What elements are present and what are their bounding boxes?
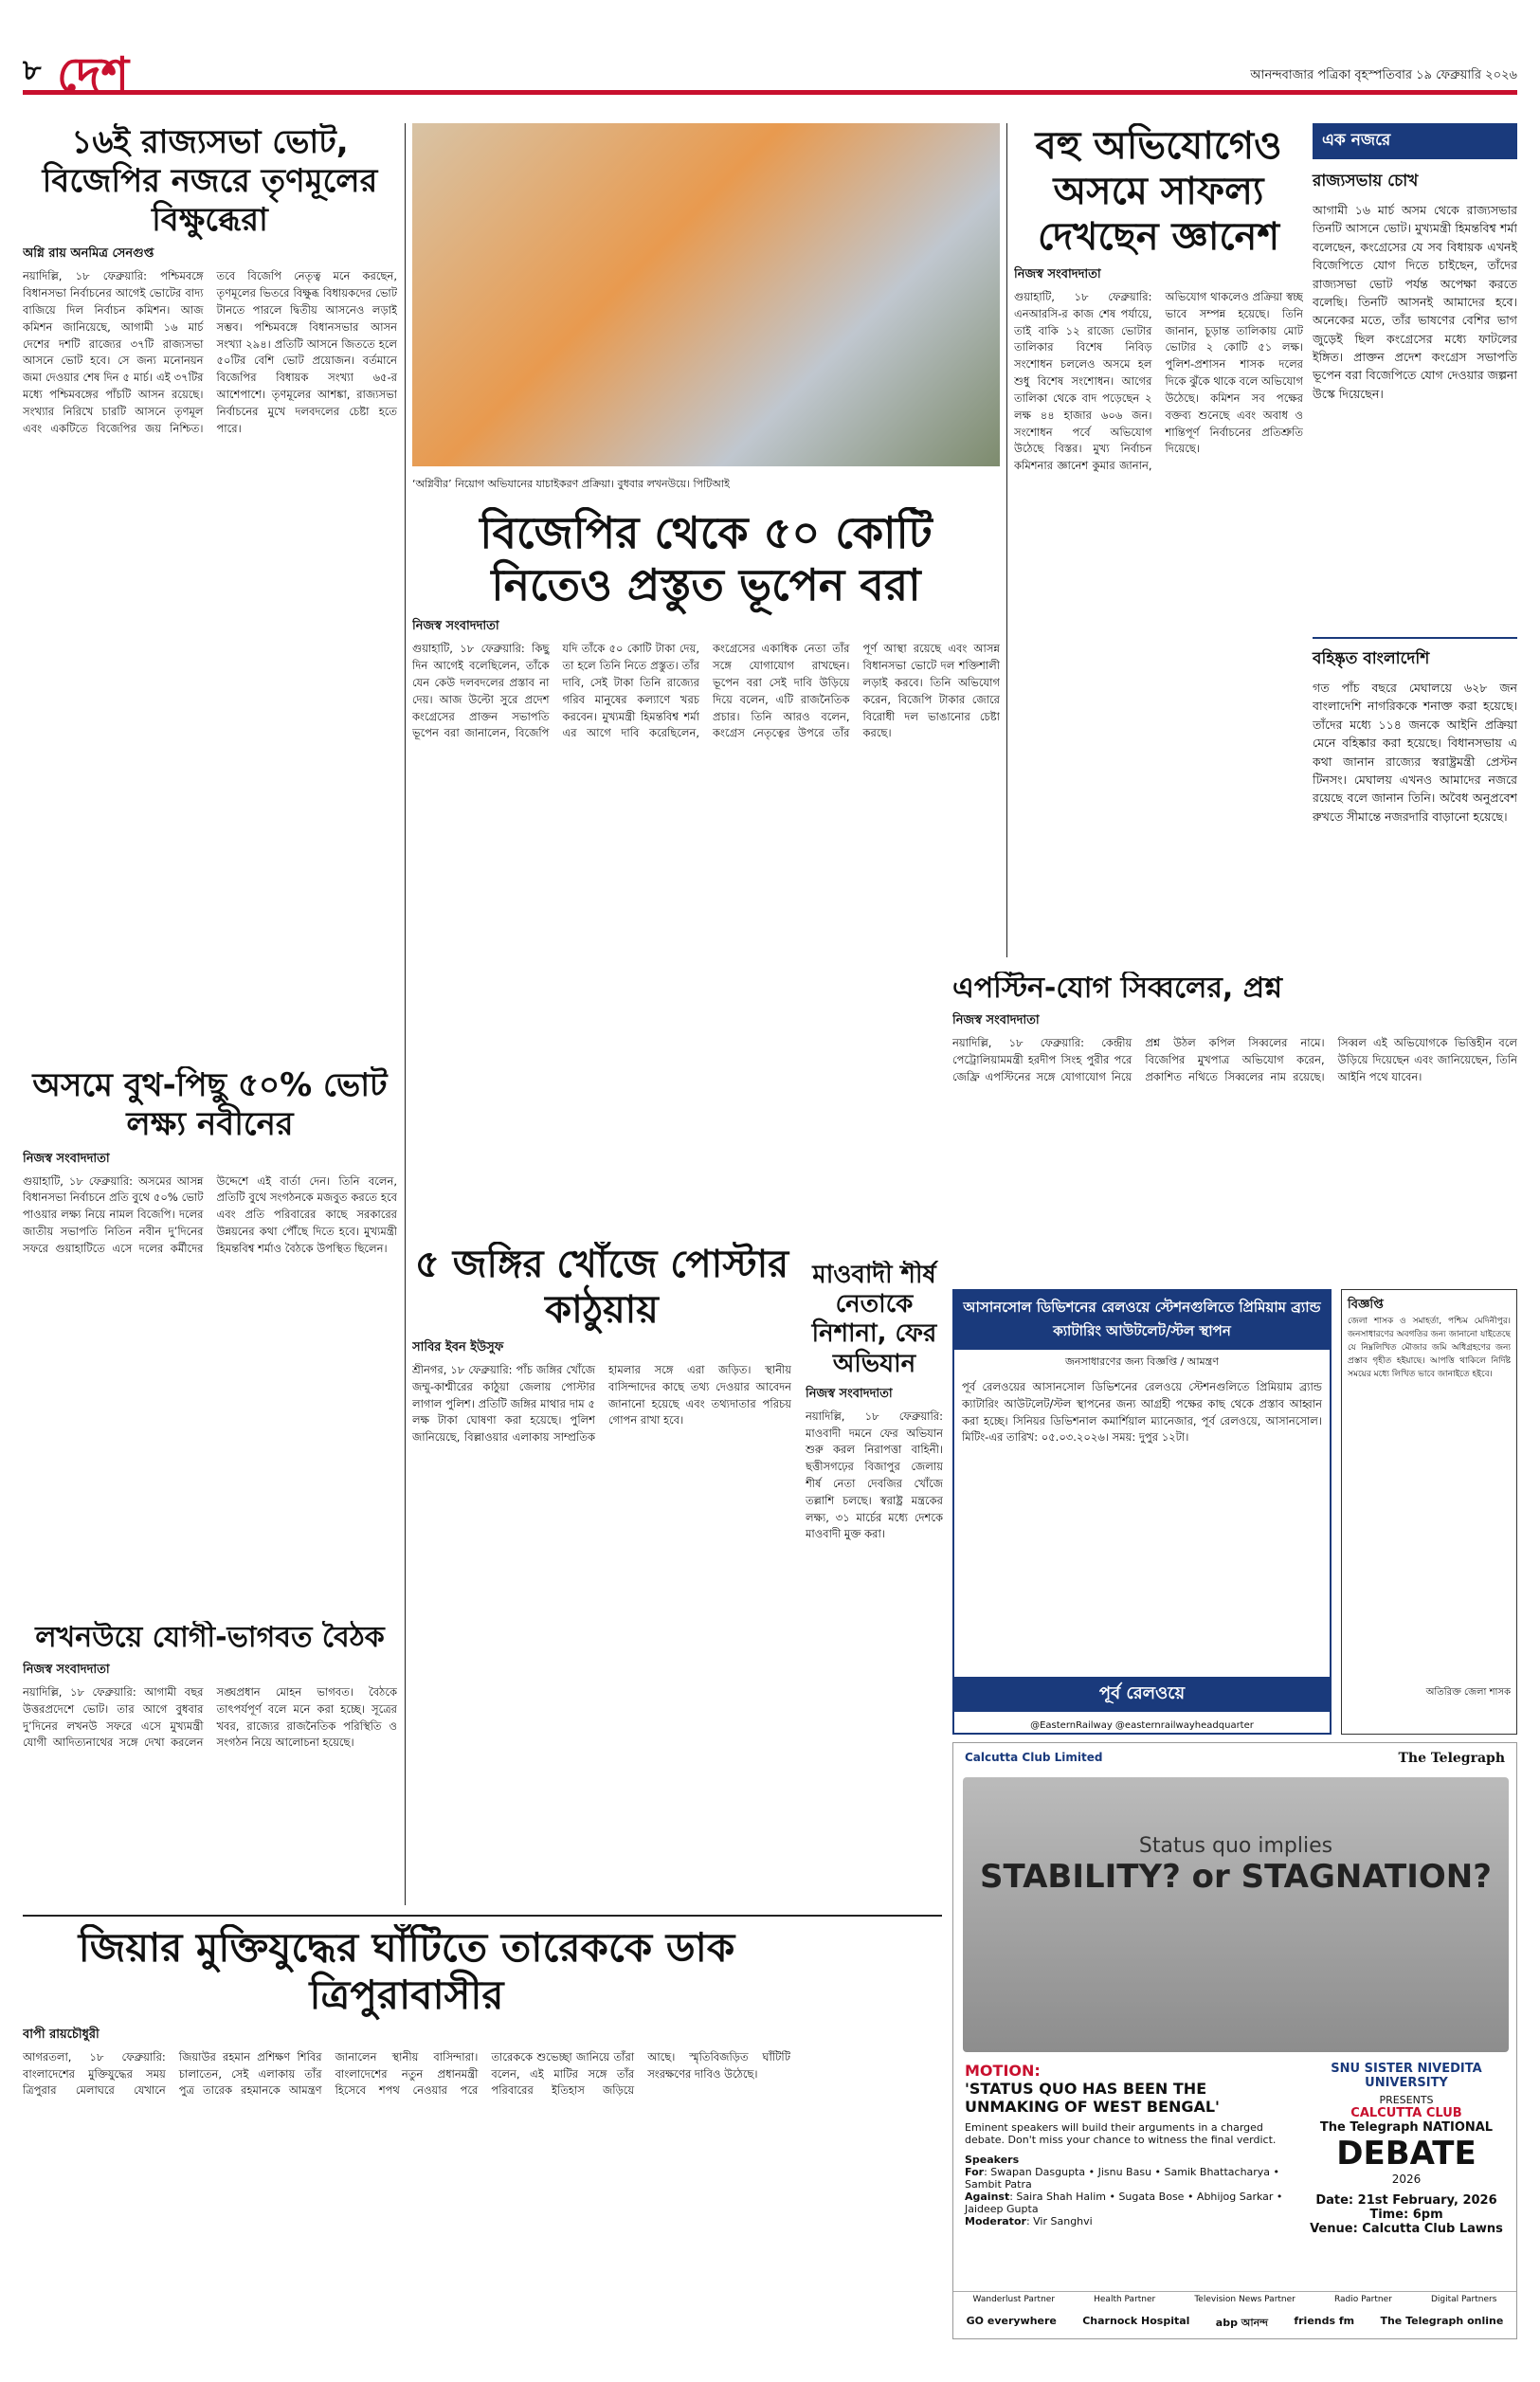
notice-ad (1341, 1289, 1517, 1735)
article-body: নয়াদিল্লি, ১৮ ফেব্রুয়ারি: পশ্চিমবঙ্গে বিধানসভা নির্বাচনের আগেই ভোটের বাদ্য বাজিয়ে দিল নির্বাচন কমিশন। আজ কমিশন জানিয়েছে, আগামী ১৬ মার্চ দেশের দশটি রাজ্যের ৩৭টি রাজ্যসভা আসনে ভোট হবে। সে জন্য মনোনয়ন জমা দেওয়ার শেষ দিন ৫ মার্চ। এই ৩৭টির মধ্যে পশ্চিমবঙ্গের পাঁচটি আসন রয়েছে। সংখ্যার নিরিখে চারটি আসনে তৃণমূল এবং একটিতে বিজেপির জয় নিশ্চিত। তবে বিজেপি নেতৃত্ব মনে করছেন, তৃণমূলের ভিতরে বিক্ষুব্ধ বিধায়কদের ভোট টানতে পারলে দ্বিতীয় আসনেও লড়াই সম্ভব। পশ্চিমবঙ্গে বিধানসভার আসন সংখ্যা ২৯৪। প্রতিটি আসনে জিততে হলে ৫০টির বেশি ভোট প্রয়োজন। বর্তমানে বিজেপির বিধায়ক সংখ্যা ৬৫-র আশেপাশে। তৃণমূলের আশঙ্কা, রাজ্যসভা নির্বাচনের মুখে দলবদলের চেষ্টা হতে পারে। (23, 269, 397, 435)
partner-label: Health Partner (1094, 2295, 1156, 2304)
section-logo: দেশ (57, 46, 130, 102)
photo-caption: ‘অগ্নিবীর’ নিয়োগ অভিযানের যাচাইকরণ প্রক্রিয়া। বুধবার লখনউয়ে। পিটিআই (412, 478, 730, 490)
partner-label: Wanderlust Partner (972, 2295, 1056, 2304)
column-rule (1006, 123, 1007, 957)
ad-subtitle: জনসাধারণের জন্য বিজ্ঞপ্তি / আমন্ত্রণ (1065, 1355, 1219, 1368)
moderator-label: Moderator (965, 2215, 1026, 2227)
for-speakers: Swapan Dasgupta • Jisnu Basu • Samik Bhattacharya • Sambit Patra (965, 2166, 1280, 2191)
article-body: নয়াদিল্লি, ১৮ ফেব্রুয়ারি: কেন্দ্রীয় পেট্রোলিয়ামমন্ত্রী হরদীপ সিংহ পুরীর পরে জেফ্রি এপস্টিনের সঙ্গে যোগাযোগ নিয়ে প্রশ্ন উঠল কপিল সিব্বলের নামে। বিজেপির মুখপাত্র অভিযোগ করেন, প্রকাশিত নথিতে সিব্বলের নাম রয়েছে। সিব্বল এই অভিযোগকে ভিত্তিহীন বলে উড়িয়ে দিয়েছেন এবং জানিয়েছেন, তিনি আইনি পথে যাবেন। (952, 1036, 1517, 1083)
motion-desc: Eminent speakers will build their arguments in a charged debate. Don't miss your chance to witness the final verdict. (965, 2121, 1277, 2146)
ad-footer: পূর্ব রেলওয়ে (954, 1677, 1330, 1712)
moderator: Vir Sanghvi (1033, 2215, 1093, 2227)
debate-ad: Calcutta Club Limited The Telegraph Status quo implies STABILITY? or STAGNATION? MOTION: 'STATUS QUO HAS BEEN THE UNMAKING OF WEST BENGAL' Eminent speakers will build their arguments in a charged debate. Don't miss your chance to witness the final verdict. Speakers For: Swapan Dasgupta • Jisnu Basu • Samik Bhattacharya • Sambit Patra Against: Saira Shah Halim • Sugata Bose • Abhijog Sarkar • Jaideep Gupta Moderator: Vir Sanghvi SNU SISTER NIVEDITA UNIVERSITY PRESENTS CALCUTTA CLUB The Telegraph NATIONAL DEBATE 2026 Date: 21st February, 2026 Time: 6pm Venue: Calcutta Club Lawns Wanderlust Partner Health Partner Television News Partner Radio Partner Digital Partners GO everywhere Charnock Hospital abp আনন্দ friends fm The Telegraph online (952, 1742, 1517, 2339)
article-body: নয়াদিল্লি, ১৮ ফেব্রুয়ারি: আগামী বছর উত্তরপ্রদেশে ভোট। তার আগে বুধবার দু’দিনের লখনউ সফরে এসে মুখ্যমন্ত্রী যোগী আদিত্যনাথের সঙ্গে দেখা করলেন সঙ্ঘপ্রধান মোহন ভাগবত। বৈঠকে তাৎপর্যপূর্ণ বলে মনে করা হচ্ছে। সূত্রের খবর, রাজ্যের রাজনৈতিক পরিস্থিতি ও সংগঠন নিয়ে আলোচনা হয়েছে। (23, 1685, 397, 1750)
sponsor: SNU SISTER NIVEDITA UNIVERSITY (1331, 2062, 1482, 2090)
publication-line: আনন্দবাজার পত্রিকা বৃহস্পতিবার ১৯ ফেব্রুয়ারি ২০২৬ (1250, 68, 1517, 82)
partner-logo: abp আনন্দ (1215, 2317, 1269, 2329)
section-rule (23, 1915, 942, 1917)
headline: ৫ জঙ্গির খোঁজে পোস্টার কাঠুয়ায় (414, 1243, 789, 1332)
article-body: শ্রীনগর, ১৮ ফেব্রুয়ারি: পাঁচ জঙ্গির খোঁজে জম্মু-কাশ্মীরের কাঠুয়া জেলায় পোস্টার লাগাল পুলিশ। প্রতিটি জঙ্গির মাথার দাম ৫ লক্ষ টাকা ঘোষণা করা হয়েছে। পুলিশ জানিয়েছে, বিল্লাওয়ার এলাকায় সাম্প্রতিক হামলার সঙ্গে এরা জড়িত। স্থানীয় বাসিন্দাদের কাছে তথ্য দেওয়ার আবেদন জানানো হয়েছে এবং তথ্যদাতার পরিচয় গোপন রাখা হবে। (412, 1363, 791, 1445)
notice-body: জেলা শাসক ও সমাহর্তা, পশ্চিম মেদিনীপুর। জনসাধারণের অবগতির জন্য জানানো যাইতেছে যে নিম্নলিখিত মৌজার জমি অধিগ্রহণের জন্য প্রস্তাব গৃহীত হইয়াছে। আপত্তি থাকিলে নির্দিষ্ট সময়ের মধ্যে লিখিত ভাবে জানাইতে হইবে। (1348, 1317, 1511, 1379)
partner-logo: The Telegraph online (1380, 2315, 1504, 2327)
partner-logo: Charnock Hospital (1082, 2315, 1190, 2327)
org-calcutta-club: Calcutta Club Limited (965, 1751, 1103, 1764)
railway-ad (952, 1289, 1332, 1735)
article-kathua (412, 1242, 791, 1905)
article-nabin (23, 1066, 397, 1607)
article-epstein (952, 972, 1517, 1275)
notice-sign: অতিরিক্ত জেলা শাসক (1425, 1687, 1511, 1698)
date: Date: 21st February, 2026 (1315, 2193, 1497, 2208)
byline: অগ্নি রায় অনমিত্র সেনগুপ্ত (23, 246, 154, 262)
article-body: গুয়াহাটি, ১৮ ফেব্রুয়ারি: কিছু দিন আগেই বলেছিলেন, তাঁকে যেন কেউ দলবদলের প্রস্তাব না দেয়। আজ উল্টো সুরে প্রদেশ কংগ্রেসের প্রাক্তন সভাপতি ভূপেন বরা জানালেন, বিজেপি যদি তাঁকে ৫০ কোটি টাকা দেয়, তা হলে তিনি নিতে প্রস্তুত। তাঁর দাবি, সেই টাকা তিনি রাজ্যের গরিব মানুষের কল্যাণে খরচ করবেন। মুখ্যমন্ত্রী হিমন্তবিশ্ব শর্মা এর আগে দাবি করেছিলেন, কংগ্রেসের একাধিক নেতা তাঁর সঙ্গে যোগাযোগ রাখছেন। ভূপেন বরা সেই দাবি উড়িয়ে দিয়ে বলেন, এটি রাজনৈতিক প্রচার। তিনি আরও বলেন, কংগ্রেস নেতৃত্বের উপরে তাঁর পূর্ণ আস্থা রয়েছে এবং আসন্ন বিধানসভা ভোটে দল শক্তিশালী লড়াই করবে। তিনি অভিযোগ করেন, বিজেপি টাকার জোরে বিরোধী দল ভাঙানোর চেষ্টা করছে। (412, 642, 1000, 740)
agniveer-photo (412, 123, 1000, 466)
year: 2026 (1391, 2173, 1422, 2186)
stone-line-2: STABILITY? or STAGNATION? (980, 1858, 1492, 1896)
partner-logo: GO everywhere (966, 2315, 1057, 2327)
article-body: আগরতলা, ১৮ ফেব্রুয়ারি: বাংলাদেশের মুক্তিযুদ্ধের সময় ত্রিপুরার মেলাঘরে যেখানে জিয়াউর রহমান প্রশিক্ষণ শিবির চালাতেন, সেই এলাকায় তাঁর পুত্র তারেক রহমানকে আমন্ত্রণ জানালেন স্থানীয় বাসিন্দারা। বাংলাদেশের নতুন প্রধানমন্ত্রী হিসেবে শপথ নেওয়ার পরে তারেককে শুভেচ্ছা জানিয়ে তাঁরা বলেন, এই মাটির সঙ্গে তাঁর পরিবারের ইতিহাস জড়িয়ে আছে। স্মৃতিবিজড়িত ঘাঁটিটি সংরক্ষণের দাবিও উঠেছে। (23, 2049, 790, 2098)
sidebar-item-body: গত পাঁচ বছরে মেঘালয়ে ৬২৮ জন বাংলাদেশি নাগরিককে শনাক্ত করা হয়েছে। তাঁদের মধ্যে ১১৪ জনকে আইনি প্রক্রিয়া মেনে বহিষ্কার করা হয়েছে। বিধানসভায় এ কথা জানান রাজ্যের স্বরাষ্ট্রমন্ত্রী প্রেস্টন টিনসং। মেঘালয় এখনও আমাদের নজরে রয়েছে বলে জানান তিনি। অবৈধ অনুপ্রবেশ রুখতে সীমান্তে নজরদারি বাড়ানো হয়েছে। (1313, 681, 1517, 824)
stone-line-1: Status quo implies (1138, 1834, 1333, 1858)
byline: নিজস্ব সংবাদদাতা (1014, 267, 1101, 282)
title-2: The Telegraph NATIONAL (1319, 2120, 1494, 2135)
title-3: DEBATE (1336, 2135, 1477, 2173)
byline: বাপী রায়চৌধুরী (23, 2027, 100, 2042)
for-label: For (965, 2166, 985, 2178)
venue: Venue: Calcutta Club Lawns (1310, 2222, 1503, 2236)
headline: এপস্টিন-যোগ সিব্বলের, প্রশ্ন (952, 972, 1282, 1005)
partner-label: Radio Partner (1333, 2295, 1392, 2304)
photo-block (412, 123, 1000, 493)
column-rule (405, 123, 406, 1905)
partner-logo: friends fm (1294, 2315, 1355, 2327)
byline: নিজস্ব সংবাদদাতা (412, 619, 499, 634)
time: Time: 6pm (1369, 2208, 1443, 2222)
page-number: ৮ (23, 54, 42, 87)
article-gyanesh (1014, 123, 1303, 957)
article-yogi-bhagwat (23, 1621, 397, 1905)
sidebar-item-title: বহিষ্কৃত বাংলাদেশি (1313, 637, 1517, 673)
article-body: গুয়াহাটি, ১৮ ফেব্রুয়ারি: এনআরসি-র কাজ শেষ পর্যায়ে, তাই বাকি ১২ রাজ্যে ভোটার তালিকার বিশেষ নিবিড় সংশোধন চললেও অসমে হল শুধু বিশেষ সংশোধন। আগের তালিকা থেকে বাদ পড়েছেন ২ লক্ষ ৪৪ হাজার ৬০৬ জন। সংশোধন পর্বে অভিযোগ উঠেছে বিস্তর। মুখ্য নির্বাচন কমিশনার জ্ঞানেশ কুমার জানান, অভিযোগ থাকলেও প্রক্রিয়া স্বচ্ছ ভাবে সম্পন্ন হয়েছে। তিনি জানান, চূড়ান্ত তালিকায় মোট ভোটার ২ কোটি ৫১ লক্ষ। পুলিশ-প্রশাসন শাসক দলের দিকে ঝুঁকে থাকে বলে অভিযোগ উঠেছে। কমিশন সব পক্ষের বক্তব্য শুনেছে এবং অবাধ ও শান্তিপূর্ণ নির্বাচনের প্রতিশ্রুতি দিয়েছে। (1014, 290, 1303, 473)
ad-title: আসানসোল ডিভিশনের রেলওয়ে স্টেশনগুলিতে প্রিমিয়াম ব্র্যান্ড ক্যাটারিং আউটলেট/স্টল স্থাপন (954, 1291, 1330, 1350)
stone-graphic (963, 1777, 1509, 2052)
sidebar-item-body: আগামী ১৬ মার্চ অসম থেকে রাজ্যসভার তিনটি আসনে ভোট। মুখ্যমন্ত্রী হিমন্তবিশ্ব শর্মা বলেছেন, কংগ্রেসের যে সব বিধায়ক এখনই বিজেপিতে যোগ দিতে চাইছেন, তাঁদের রাজ্যসভা ভোট পর্যন্ত অপেক্ষা করতে বলেছি। তিনটি আসনই আমাদের হবে। অনেকের মতে, তাঁর ভাষণের বেশির ভাগ জুড়েই ছিল কংগ্রেসের মধ্যে ফাটলের ইঙ্গিত। প্রাক্তন প্রদেশ কংগ্রেস সভাপতি ভূপেন বরা বিজেপিতে যোগ দেওয়ার জল্পনা উস্কে দিয়েছেন। (1313, 203, 1517, 401)
ad-body: পূর্ব রেলওয়ের আসানসোল ডিভিশনের রেলওয়ে স্টেশনগুলিতে প্রিমিয়াম ব্র্যান্ড ক্যাটারিং আউটলেট/স্টল স্থাপনের জন্য আগ্রহী পক্ষের কাছ থেকে প্রস্তাব আহ্বান করা হচ্ছে। সিনিয়র ডিভিশনাল কমার্শিয়াল ম্যানেজার, পূর্ব রেলওয়ে, আসানসোল। মিটিং-এর তারিখ: ০৫.০৩.২০২৬। সময়: দুপুর ১২টা। (962, 1380, 1322, 1445)
title-1: CALCUTTA CLUB (1350, 2106, 1462, 2120)
article-maoist (806, 1261, 943, 2351)
article-rajyasabha (23, 123, 397, 1052)
presents: PRESENTS (1379, 2094, 1434, 2106)
headline: ১৬ই রাজ্যসভা ভোট, বিজেপির নজরে তৃণমূলের বিক্ষুব্ধেরা (42, 123, 378, 239)
headline: বিজেপির থেকে ৫০ কোটি নিতেও প্রস্তুত ভূপেন বরা (480, 507, 933, 611)
sidebar-tag: এক নজরে (1313, 123, 1517, 159)
article-body: গুয়াহাটি, ১৮ ফেব্রুয়ারি: অসমের আসন্ন বিধানসভা নির্বাচনে প্রতি বুথে ৫০% ভোট পাওয়ার লক্ষ্য নিয়ে নামল বিজেপি। দলের জাতীয় সভাপতি নিতিন নবীন দু’দিনের সফরে গুয়াহাটিতে এসে দলের কর্মীদের উদ্দেশে এই বার্তা দেন। তিনি বলেন, প্রতিটি বুথে সংগঠনকে মজবুত করতে হবে এবং প্রতি পরিবারের কাছে সরকারের উন্নয়নের কথা পৌঁছে দিতে হবে। মুখ্যমন্ত্রী হিমন্তবিশ্ব শর্মাও বৈঠকে উপস্থিত ছিলেন। (23, 1173, 397, 1255)
byline: নিজস্ব সংবাদদাতা (806, 1386, 893, 1401)
against-label: Against (965, 2191, 1010, 2203)
headline: লখনউয়ে যোগী-ভাগবত বৈঠক (35, 1621, 385, 1654)
headline: বহু অভিযোগেও অসমে সাফল্য দেখছেন জ্ঞানেশ (1035, 124, 1282, 259)
headline: জিয়ার মুক্তিযুদ্ধের ঘাঁটিতে তারেককে ডাক ত্রিপুরাবাসীর (78, 1924, 735, 2019)
byline: নিজস্ব সংবাদদাতা (952, 1013, 1040, 1027)
byline: সাবির ইবন ইউসুফ (412, 1340, 504, 1355)
article-bhupen (412, 507, 1000, 1190)
partner-label: Digital Partners (1430, 2295, 1497, 2304)
headline: অসমে বুথ-পিছু ৫০% ভোট লক্ষ্য নবীনের (32, 1066, 388, 1143)
partner-label: Television News Partner (1194, 2295, 1295, 2304)
against-speakers: Saira Shah Halim • Sugata Bose • Abhijog Sarkar • Jaideep Gupta (965, 2191, 1283, 2215)
sidebar-item-title: রাজ্যসভায় চোখ (1313, 172, 1419, 191)
motion-label: MOTION: (965, 2062, 1041, 2080)
headline: মাওবাদী শীর্ষ নেতাকে নিশানা, ফের অভিযান (811, 1261, 937, 1378)
byline: নিজস্ব সংবাদদাতা (23, 1663, 110, 1677)
byline: নিজস্ব সংবাদদাতা (23, 1151, 110, 1166)
page-header (23, 38, 1517, 102)
speakers-label: Speakers (965, 2154, 1020, 2166)
notice-title: বিজ্ঞপ্তি (1348, 1298, 1384, 1312)
article-tarique (23, 1924, 790, 2360)
article-body: নয়াদিল্লি, ১৮ ফেব্রুয়ারি: মাওবাদী দমনে ফের অভিযান শুরু করল নিরাপত্তা বাহিনী। ছত্তীসগঢ়ের বিজাপুর জেলায় শীর্ষ নেতা দেবজির খোঁজে তল্লাশি চলছে। স্বরাষ্ট্র মন্ত্রকের লক্ষ্য, ৩১ মার্চের মধ্যে দেশকে মাওবাদী মুক্ত করা। (806, 1409, 943, 1541)
org-telegraph: The Telegraph (1398, 1751, 1505, 1766)
motion-text: 'STATUS QUO HAS BEEN THE UNMAKING OF WEST BENGAL' (965, 2080, 1220, 2116)
ad-social: @EasternRailway @easternrailwayheadquarter (1030, 1720, 1254, 1731)
